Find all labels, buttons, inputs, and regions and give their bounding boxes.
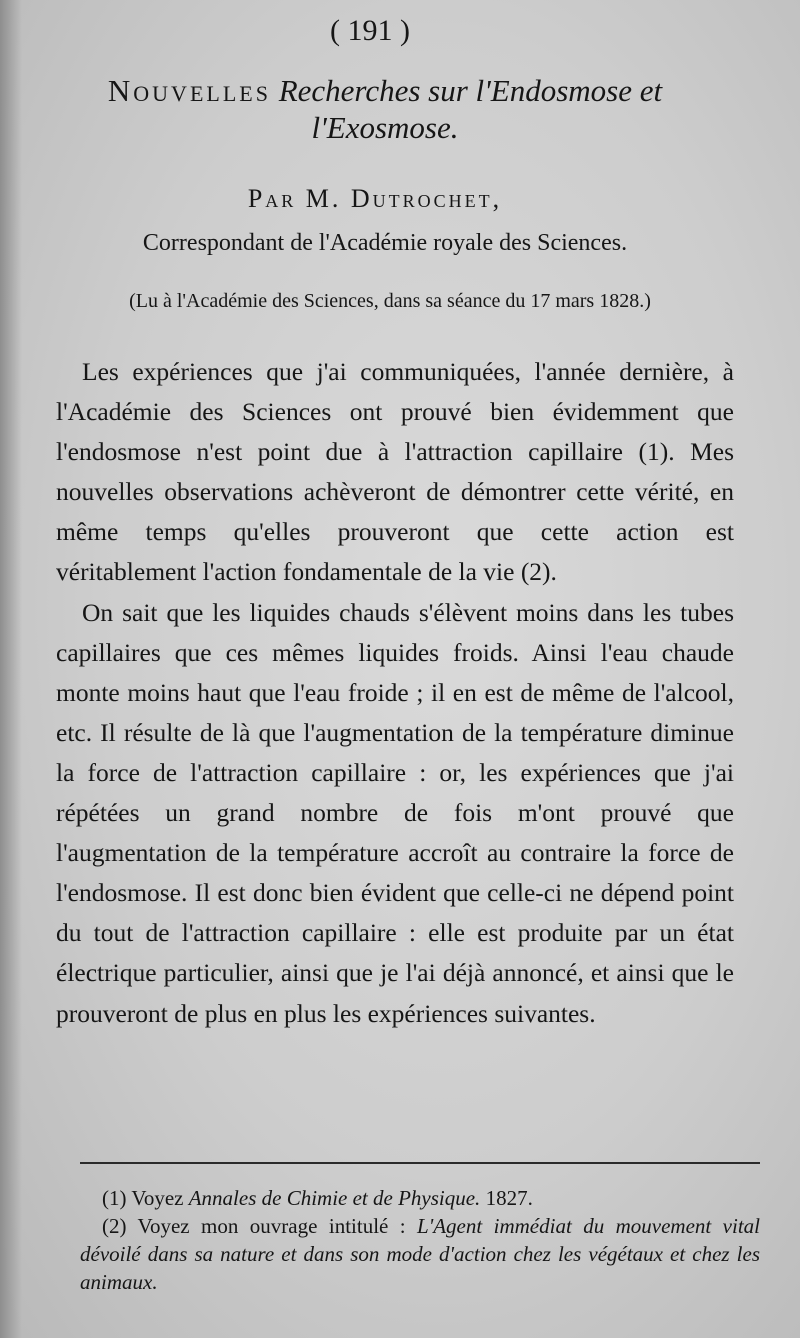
author-affiliation: Correspondant de l'Académie royale des Sciences. bbox=[142, 230, 628, 256]
reading-note: (Lu à l'Académie des Sciences, dans sa séance du 17 mars 1828.) bbox=[129, 290, 651, 312]
footnote-2-marker: (2) Voyez mon ouvrage intitulé : bbox=[102, 1214, 406, 1238]
footnote-1-marker: (1) Voyez bbox=[102, 1186, 184, 1210]
footnote-2-italic: L'Agent immédiat du mouvement vital dévoilé dans sa nature et dans son mode d'action chez les végétaux et chez les animaux. bbox=[80, 1214, 760, 1294]
body-text bbox=[56, 352, 734, 1034]
footnote-1 bbox=[80, 1184, 760, 1212]
paragraph-2: On sait que les liquides chauds s'élèvent moins dans les tubes capillaires que ces mêmes liquides froids. Ainsi l'eau chaude monte moins haut que l'eau froide ; il en est de même de l'alcool, etc. Il résulte de là que l'augmentation de la température diminue la force de l'attraction capillaire : or, les expériences que j'ai répétées un grand nombre de fois m'ont prouvé que l'augmentation de la température accroît au contraire la force de l'endosmose. Il est donc bien évident que celle-ci ne dépend point du tout de l'attraction capillaire : elle est produite par un état électrique particulier, ainsi que je l'ai déjà annoncé, et ainsi que le prouveront de plus en plus les expériences suivantes. bbox=[56, 597, 734, 1028]
title-italic: Recherches sur l'Endosmose et l'Exosmose. bbox=[278, 73, 663, 145]
footnotes bbox=[80, 1184, 760, 1296]
footnote-rule bbox=[80, 1162, 760, 1164]
title-smallcaps: Nouvelles bbox=[107, 73, 271, 108]
footnote-1-italic: Annales de Chimie et de Physique. bbox=[188, 1186, 481, 1210]
page-number: ( 191 ) bbox=[330, 14, 410, 47]
paragraph-1: Les expériences que j'ai communiquées, l'année dernière, à l'Académie des Sciences ont prouvé bien évidemment que l'endosmose n'est point due à l'attraction capillaire (1). Mes nouvelles observations achèveront de démontrer cette vérité, en même temps qu'elles prouveront que cette action est véritablement l'action fondamentale de la vie (2). bbox=[56, 357, 734, 587]
article-title bbox=[40, 72, 730, 146]
footnote-1-tail: 1827. bbox=[485, 1186, 533, 1210]
author-byline: Par M. Dutrochet, bbox=[247, 184, 503, 213]
footnote-2 bbox=[80, 1212, 760, 1296]
